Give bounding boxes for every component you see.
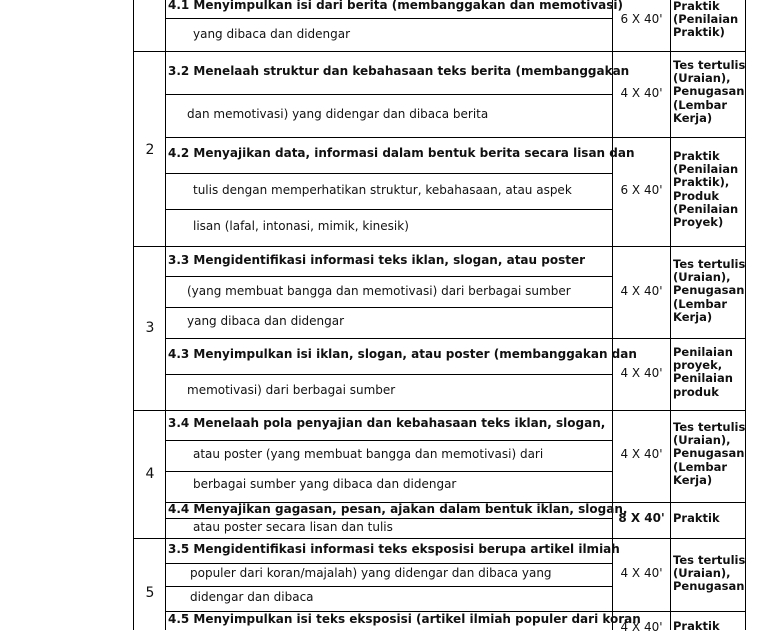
assessment-line: Penilaian [673, 371, 733, 385]
assessment-line: Penilaian [673, 345, 733, 359]
column-divider-assessment [670, 0, 671, 630]
table-border-right [745, 0, 746, 630]
kd-4-1-line-1: 4.1 Menyimpulkan isi dari berita (membanggakan dan memotivasi) [168, 0, 624, 12]
assessment-line: Tes tertulis [673, 420, 746, 434]
assessment-line: Praktik [673, 619, 720, 633]
row-number: 3 [145, 320, 155, 336]
kd-3-3-line-1: 3.3 Mengidentifikasi informasi teks iklan, slogan, atau poster [168, 253, 586, 267]
assessment-line: Praktik [673, 0, 720, 13]
assessment-line: Penugasan [673, 84, 745, 98]
line-divider [165, 209, 613, 210]
assessment-line: (Lembar [673, 460, 728, 474]
row-divider [133, 51, 746, 52]
kd-4-3-line-1: 4.3 Menyimpulkan isi iklan, slogan, atau poster (membanggakan dan [168, 347, 637, 361]
time-allocation: 6 X 40' [620, 183, 663, 197]
row-divider [133, 246, 746, 247]
assessment-line: Kerja) [673, 111, 713, 125]
kd-4-4-line-1: 4.4 Menyajikan gagasan, pesan, ajakan dalam bentuk iklan, slogan, [168, 502, 628, 516]
assessment-line: Tes tertulis [673, 553, 746, 567]
kd-4-1-line-2: yang dibaca dan didengar [193, 27, 351, 41]
row-number: 2 [145, 142, 155, 158]
row-divider [133, 538, 746, 539]
assessment-line: Proyek) [673, 215, 724, 229]
time-allocation: 4 X 40' [620, 366, 663, 380]
assessment-line: Kerja) [673, 473, 713, 487]
line-divider [165, 307, 613, 308]
kd-3-4-line-1: 3.4 Menelaah pola penyajian dan kebahasaan teks iklan, slogan, [168, 416, 606, 430]
kd-4-2-line-3: lisan (lafal, intonasi, mimik, kinesik) [193, 219, 409, 233]
line-divider [165, 440, 613, 441]
time-allocation: 4 X 40' [620, 566, 663, 580]
line-divider [165, 173, 613, 174]
line-divider [165, 518, 613, 519]
row-number: 4 [145, 466, 155, 482]
assessment-line: (Uraian), [673, 566, 731, 580]
kd-4-5-line-1: 4.5 Menyimpulkan isi teks eksposisi (artikel ilmiah populer dari koran [168, 612, 641, 626]
assessment-line: (Penilaian [673, 12, 739, 26]
time-allocation: 8 X 40' [618, 511, 665, 525]
line-divider [165, 94, 613, 95]
kd-3-2-line-2: dan memotivasi) yang didengar dan dibaca berita [187, 107, 489, 121]
kd-4-4-line-2: atau poster secara lisan dan tulis [193, 520, 393, 534]
line-divider [165, 586, 613, 587]
line-divider [165, 374, 613, 375]
time-allocation: 4 X 40' [620, 86, 663, 100]
time-allocation: 6 X 40' [620, 12, 663, 26]
kd-4-3-line-2: memotivasi) dari berbagai sumber [187, 383, 396, 397]
kd-3-5-line-1: 3.5 Mengidentifikasi informasi teks eksposisi berupa artikel ilmiah [168, 542, 620, 556]
assessment-line: (Penilaian [673, 162, 739, 176]
row-number: 5 [145, 585, 155, 601]
time-allocation: 4 X 40' [620, 620, 663, 634]
assessment-line: (Penilaian [673, 202, 739, 216]
kd-3-3-line-2: (yang membuat bangga dan memotivasi) dari berbagai sumber [187, 284, 571, 298]
kd-4-2-line-1: 4.2 Menyajikan data, informasi dalam bentuk berita secara lisan dan [168, 146, 635, 160]
time-allocation: 4 X 40' [620, 284, 663, 298]
subrow-divider [165, 137, 746, 138]
row-divider [133, 410, 746, 411]
assessment-line: Kerja) [673, 310, 713, 324]
kd-3-4-line-3: berbagai sumber yang dibaca dan didengar [193, 477, 457, 491]
kd-4-2-line-2: tulis dengan memperhatikan struktur, kebahasaan, atau aspek [193, 183, 572, 197]
table-border-left [133, 0, 134, 630]
assessment-line: proyek, [673, 358, 723, 372]
assessment-line: (Lembar [673, 98, 728, 112]
assessment-line: Praktik) [673, 25, 725, 39]
assessment-line: (Uraian), [673, 433, 731, 447]
assessment-line: Penugasan [673, 446, 745, 460]
kd-3-5-line-2: populer dari koran/majalah) yang didengar dan dibaca yang [190, 566, 552, 580]
line-divider [165, 276, 613, 277]
assessment-line: produk [673, 385, 719, 399]
line-divider [165, 471, 613, 472]
assessment-line: (Lembar [673, 297, 728, 311]
kd-3-3-line-3: yang dibaca dan didengar [187, 314, 345, 328]
assessment-line: Tes tertulis [673, 58, 746, 72]
assessment-line: Praktik [673, 511, 720, 525]
assessment-line: (Uraian), [673, 270, 731, 284]
assessment-line: Praktik [673, 149, 720, 163]
line-divider [165, 18, 613, 19]
line-divider [165, 563, 613, 564]
assessment-line: Praktik), [673, 175, 730, 189]
kd-3-4-line-2: atau poster (yang membuat bangga dan memotivasi) dari [193, 447, 544, 461]
time-allocation: 4 X 40' [620, 447, 663, 461]
assessment-line: Penugasan [673, 579, 745, 593]
subrow-divider [165, 338, 746, 339]
assessment-line: Penugasan [673, 283, 745, 297]
assessment-line: (Uraian), [673, 71, 731, 85]
assessment-line: Produk [673, 189, 720, 203]
kd-3-2-line-1: 3.2 Menelaah struktur dan kebahasaan teks berita (membanggakan [168, 64, 630, 78]
assessment-line: Tes tertulis [673, 257, 746, 271]
kd-3-5-line-3: didengar dan dibaca [190, 590, 314, 604]
